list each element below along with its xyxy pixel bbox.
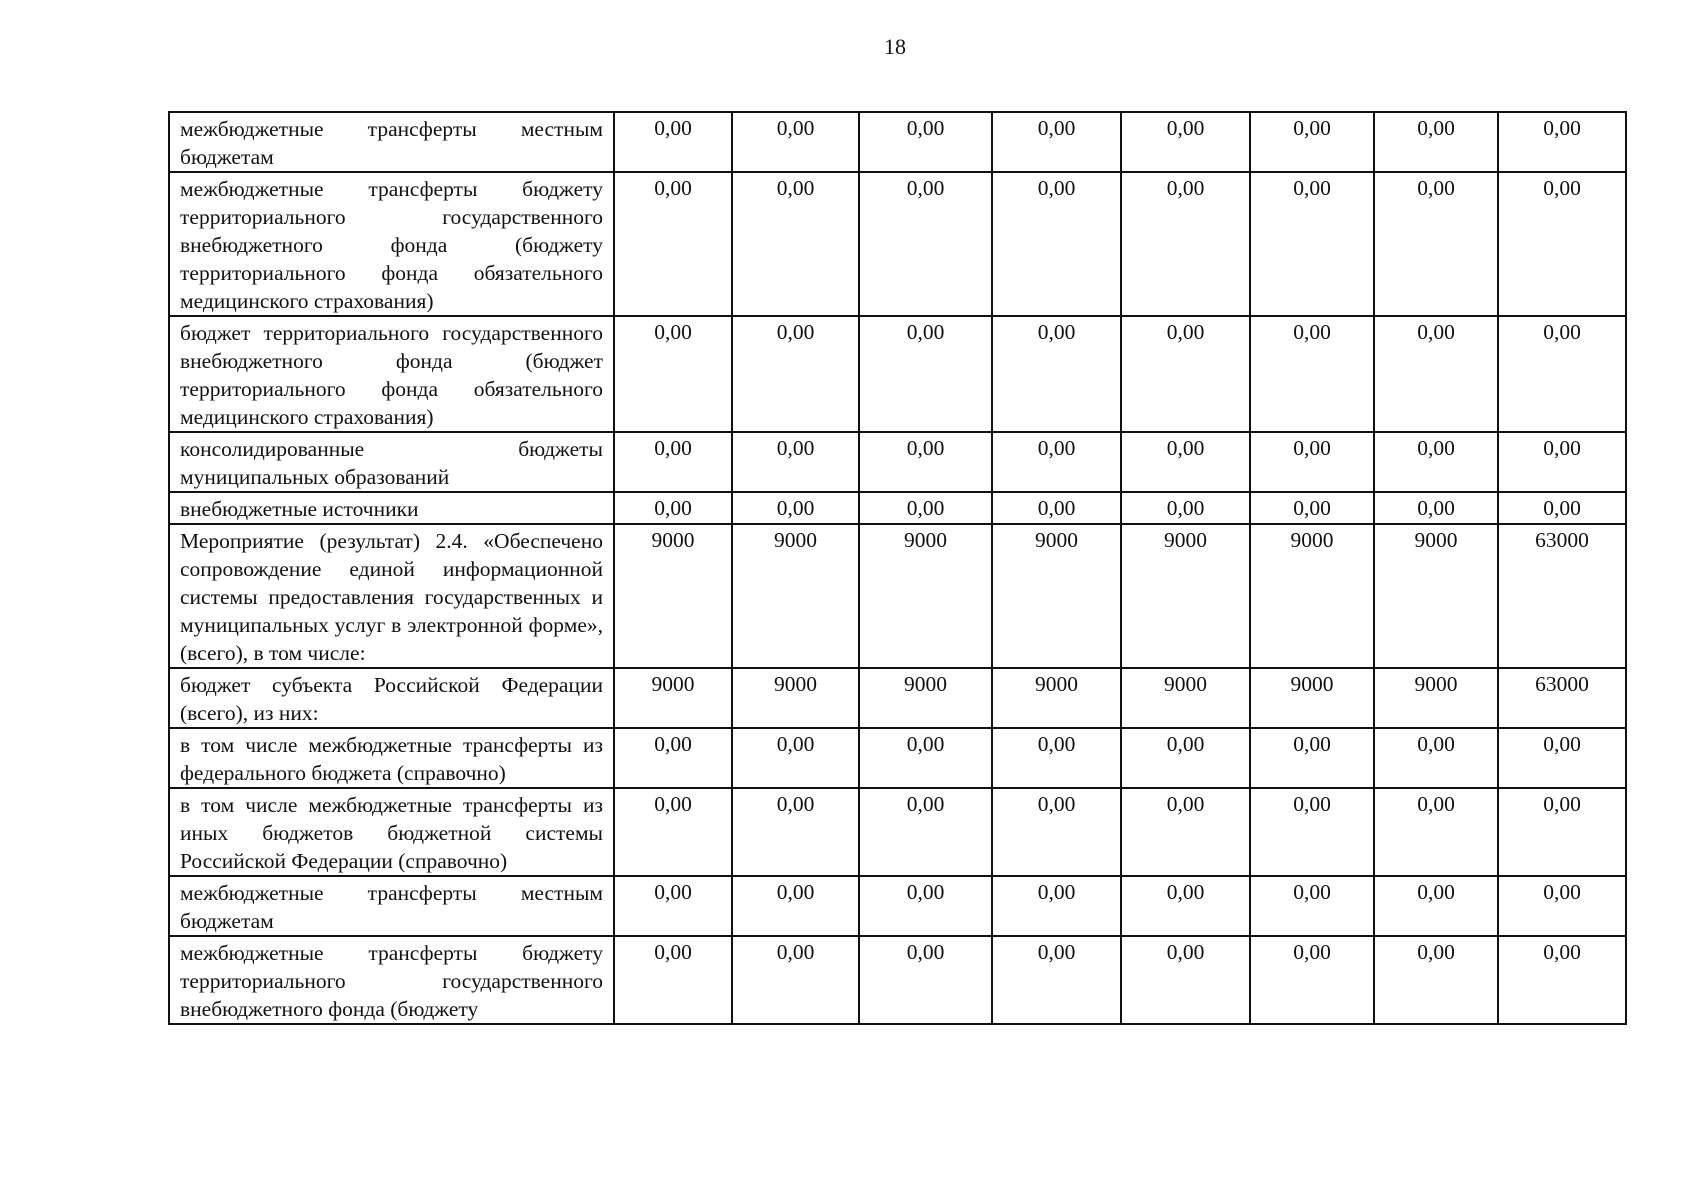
value-cell: 0,00 — [1121, 876, 1250, 936]
value-cell: 9000 — [859, 668, 992, 728]
row-label: межбюджетные трансферты местным бюджетам — [169, 112, 614, 172]
value-cell: 0,00 — [859, 432, 992, 492]
table-row — [169, 668, 1626, 728]
value-cell: 9000 — [992, 524, 1121, 668]
value-cell: 0,00 — [732, 492, 859, 524]
value-cell: 0,00 — [614, 492, 732, 524]
value-cell: 0,00 — [732, 316, 859, 432]
total-cell: 0,00 — [1498, 432, 1626, 492]
total-cell: 0,00 — [1498, 112, 1626, 172]
table-row — [169, 524, 1626, 668]
value-cell: 9000 — [732, 668, 859, 728]
value-cell: 0,00 — [1374, 876, 1498, 936]
value-cell: 0,00 — [732, 172, 859, 316]
value-cell: 0,00 — [992, 316, 1121, 432]
value-cell: 0,00 — [614, 876, 732, 936]
value-cell: 0,00 — [732, 936, 859, 1024]
total-cell: 0,00 — [1498, 316, 1626, 432]
value-cell: 0,00 — [1121, 112, 1250, 172]
value-cell: 0,00 — [992, 492, 1121, 524]
row-label: межбюджетные трансферты бюджету территориального государственного внебюджетного фонда (бюджету — [169, 936, 614, 1024]
value-cell: 0,00 — [992, 728, 1121, 788]
value-cell: 9000 — [859, 524, 992, 668]
value-cell: 0,00 — [1121, 788, 1250, 876]
value-cell: 0,00 — [992, 876, 1121, 936]
value-cell: 0,00 — [992, 172, 1121, 316]
value-cell: 0,00 — [1250, 492, 1374, 524]
value-cell: 9000 — [614, 524, 732, 668]
value-cell: 0,00 — [1121, 316, 1250, 432]
total-cell: 0,00 — [1498, 728, 1626, 788]
value-cell: 0,00 — [1121, 728, 1250, 788]
value-cell: 0,00 — [1374, 492, 1498, 524]
value-cell: 0,00 — [614, 432, 732, 492]
value-cell: 0,00 — [614, 728, 732, 788]
total-cell: 0,00 — [1498, 172, 1626, 316]
value-cell: 0,00 — [732, 112, 859, 172]
value-cell: 0,00 — [992, 432, 1121, 492]
row-label: консолидированные бюджеты муниципальных образований — [169, 432, 614, 492]
value-cell: 9000 — [1121, 668, 1250, 728]
table-row — [169, 492, 1626, 524]
table-row — [169, 876, 1626, 936]
value-cell: 0,00 — [859, 876, 992, 936]
total-cell: 0,00 — [1498, 876, 1626, 936]
value-cell: 0,00 — [992, 112, 1121, 172]
row-label: в том числе межбюджетные трансферты из иных бюджетов бюджетной системы Российской Федерации (справочно) — [169, 788, 614, 876]
value-cell: 0,00 — [1374, 112, 1498, 172]
value-cell: 9000 — [1374, 668, 1498, 728]
total-cell: 0,00 — [1498, 936, 1626, 1024]
value-cell: 0,00 — [1250, 172, 1374, 316]
value-cell: 0,00 — [1250, 876, 1374, 936]
total-cell: 0,00 — [1498, 492, 1626, 524]
value-cell: 0,00 — [614, 936, 732, 1024]
value-cell: 0,00 — [614, 172, 732, 316]
value-cell: 0,00 — [732, 788, 859, 876]
value-cell: 0,00 — [614, 788, 732, 876]
value-cell: 9000 — [1121, 524, 1250, 668]
page-number: 18 — [884, 34, 906, 59]
value-cell: 0,00 — [1374, 936, 1498, 1024]
value-cell: 0,00 — [1121, 492, 1250, 524]
value-cell: 0,00 — [992, 788, 1121, 876]
value-cell: 0,00 — [732, 876, 859, 936]
value-cell: 0,00 — [859, 112, 992, 172]
value-cell: 0,00 — [859, 936, 992, 1024]
value-cell: 0,00 — [1250, 112, 1374, 172]
row-label: Мероприятие (результат) 2.4. «Обеспечено сопровождение единой информационной системы предоставления государственных и муниципальных услуг в электронной форме», (всего), в том числе: — [169, 524, 614, 668]
value-cell: 0,00 — [1374, 172, 1498, 316]
table-row — [169, 788, 1626, 876]
row-label: внебюджетные источники — [169, 492, 614, 524]
budget-table — [168, 111, 1627, 1025]
table-row — [169, 936, 1626, 1024]
table-row — [169, 112, 1626, 172]
value-cell: 0,00 — [1121, 936, 1250, 1024]
value-cell: 0,00 — [732, 728, 859, 788]
value-cell: 0,00 — [992, 936, 1121, 1024]
value-cell: 0,00 — [1250, 728, 1374, 788]
value-cell: 9000 — [614, 668, 732, 728]
table-row — [169, 432, 1626, 492]
row-label: бюджет субъекта Российской Федерации (всего), из них: — [169, 668, 614, 728]
value-cell: 0,00 — [614, 112, 732, 172]
value-cell: 0,00 — [1374, 728, 1498, 788]
value-cell: 0,00 — [859, 172, 992, 316]
value-cell: 0,00 — [1250, 316, 1374, 432]
table-row — [169, 316, 1626, 432]
value-cell: 0,00 — [859, 788, 992, 876]
row-label: в том числе межбюджетные трансферты из федерального бюджета (справочно) — [169, 728, 614, 788]
value-cell: 0,00 — [732, 432, 859, 492]
value-cell: 0,00 — [859, 728, 992, 788]
value-cell: 9000 — [992, 668, 1121, 728]
total-cell: 0,00 — [1498, 788, 1626, 876]
row-label: бюджет территориального государственного внебюджетного фонда (бюджет территориального фонда обязательного медицинского страхования) — [169, 316, 614, 432]
table-row — [169, 172, 1626, 316]
value-cell: 9000 — [1250, 668, 1374, 728]
value-cell: 0,00 — [1374, 316, 1498, 432]
value-cell: 0,00 — [1374, 432, 1498, 492]
value-cell: 9000 — [732, 524, 859, 668]
value-cell: 0,00 — [1374, 788, 1498, 876]
value-cell: 0,00 — [1250, 432, 1374, 492]
row-label: межбюджетные трансферты бюджету территориального государственного внебюджетного фонда (бюджету территориального фонда обязательного медицинского страхования) — [169, 172, 614, 316]
value-cell: 0,00 — [859, 492, 992, 524]
value-cell: 0,00 — [1250, 936, 1374, 1024]
value-cell: 9000 — [1250, 524, 1374, 668]
value-cell: 0,00 — [859, 316, 992, 432]
value-cell: 0,00 — [1250, 788, 1374, 876]
total-cell: 63000 — [1498, 668, 1626, 728]
value-cell: 0,00 — [614, 316, 732, 432]
value-cell: 9000 — [1374, 524, 1498, 668]
value-cell: 0,00 — [1121, 432, 1250, 492]
table-row — [169, 728, 1626, 788]
row-label: межбюджетные трансферты местным бюджетам — [169, 876, 614, 936]
value-cell: 0,00 — [1121, 172, 1250, 316]
total-cell: 63000 — [1498, 524, 1626, 668]
